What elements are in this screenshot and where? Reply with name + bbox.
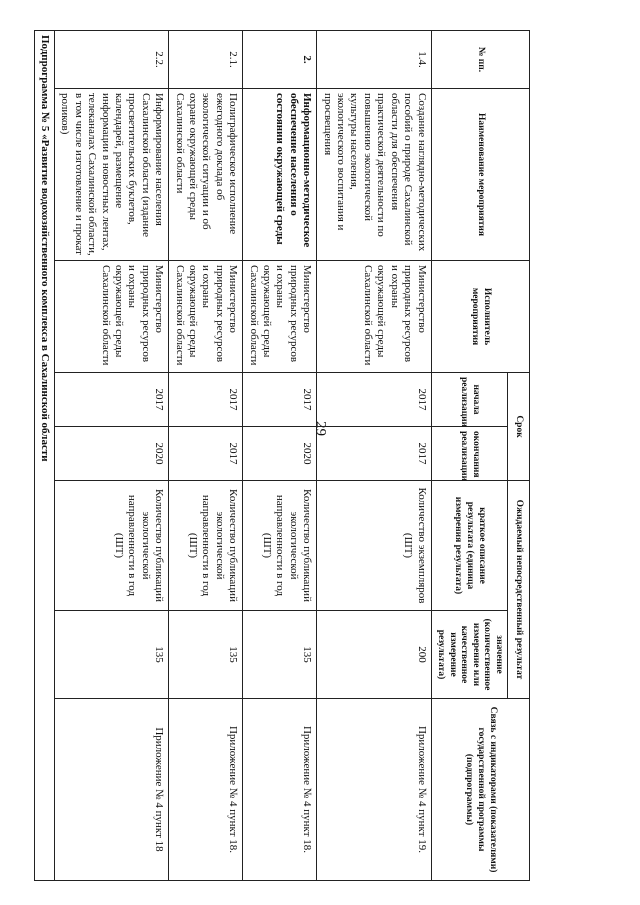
header-executor: Исполнитель мероприятия	[431, 261, 529, 373]
row-num: 2.	[243, 31, 317, 89]
row-num: 2.1.	[169, 31, 243, 89]
rotated-table-area	[38, 30, 640, 880]
header-num: № пп.	[431, 31, 529, 89]
row-desc: Количество экземпляров (ШТ)	[317, 481, 431, 611]
row-value: 135	[243, 611, 317, 699]
row-num: 1.4.	[317, 31, 431, 89]
header-start: начала реализации	[431, 373, 507, 427]
row-name: Создание наглядно-методических пособий о природе Сахалинской области для обеспечения практической деятельности по повышению экологической культуры населения, экологического воспитания и просвещения	[317, 89, 431, 261]
subprogram-row	[34, 31, 54, 881]
table-row	[169, 31, 243, 881]
table-row	[54, 31, 168, 881]
header-desc: краткое описание результата (единица измерения результата)	[431, 481, 507, 611]
row-start: 2017	[54, 373, 168, 427]
header-name: Наименование мероприятия	[431, 89, 529, 261]
row-value: 200	[317, 611, 431, 699]
row-start: 2017	[317, 373, 431, 427]
row-value: 135	[169, 611, 243, 699]
header-result: Ожидаемый непосредственный результат	[508, 481, 530, 699]
row-desc: Количество публикаций экологической направленности в год (ШТ)	[243, 481, 317, 611]
header-link: Связь с индикаторами (показателями) государственной программы (подпрограммы)	[431, 699, 529, 881]
page-number: 29	[312, 421, 329, 436]
table-row	[317, 31, 431, 881]
row-link: Приложение № 4 пункт 19.	[317, 699, 431, 881]
row-end: 2017	[317, 427, 431, 481]
header-end: окончания реализации	[431, 427, 507, 481]
header-term: Срок	[508, 373, 530, 481]
table-row	[243, 31, 317, 881]
subprogram-title: Подпрограмма № 5 «Развитие водохозяйственного комплекса в Сахалинской области	[34, 31, 54, 881]
row-name: Информационно-методическое обеспечение населения о состоянии окружающей среды	[243, 89, 317, 261]
row-value: 135	[54, 611, 168, 699]
row-end: 2020	[243, 427, 317, 481]
row-name: Информирование населения Сахалинской области (издание просветительских буклетов, календарей, размещение информации в новостных лентах, телеканалах Сахалинской области, в том числе изготовление и прокат роликов)	[54, 89, 168, 261]
row-executor: Министерство природных ресурсов и охраны окружающей среды Сахалинской области	[317, 261, 431, 373]
header-value: значение (количественное измерение или качественное измерение результата)	[431, 611, 507, 699]
row-link: Приложение № 4 пункт 18.	[243, 699, 317, 881]
row-link: Приложение № 4 пункт 18	[54, 699, 168, 881]
row-end: 2017	[169, 427, 243, 481]
row-start: 2017	[243, 373, 317, 427]
row-num: 2.2.	[54, 31, 168, 89]
row-executor: Министерство природных ресурсов и охраны окружающей среды Сахалинской области	[169, 261, 243, 373]
row-desc: Количество публикаций экологической направленности в год (ШТ)	[169, 481, 243, 611]
row-end: 2020	[54, 427, 168, 481]
row-desc: Количество публикаций экологической направленности в год (ШТ)	[54, 481, 168, 611]
table-container	[38, 30, 530, 880]
row-name: Полиграфическое исполнение ежегодного доклада об экологической ситуации и об охране окружающей среды Сахалинской области	[169, 89, 243, 261]
row-start: 2017	[169, 373, 243, 427]
row-executor: Министерство природных ресурсов и охраны окружающей среды Сахалинской области	[243, 261, 317, 373]
row-executor: Министерство природных ресурсов и охраны окружающей среды Сахалинской области	[54, 261, 168, 373]
activities-table	[34, 30, 530, 881]
row-link: Приложение № 4 пункт 18.	[169, 699, 243, 881]
